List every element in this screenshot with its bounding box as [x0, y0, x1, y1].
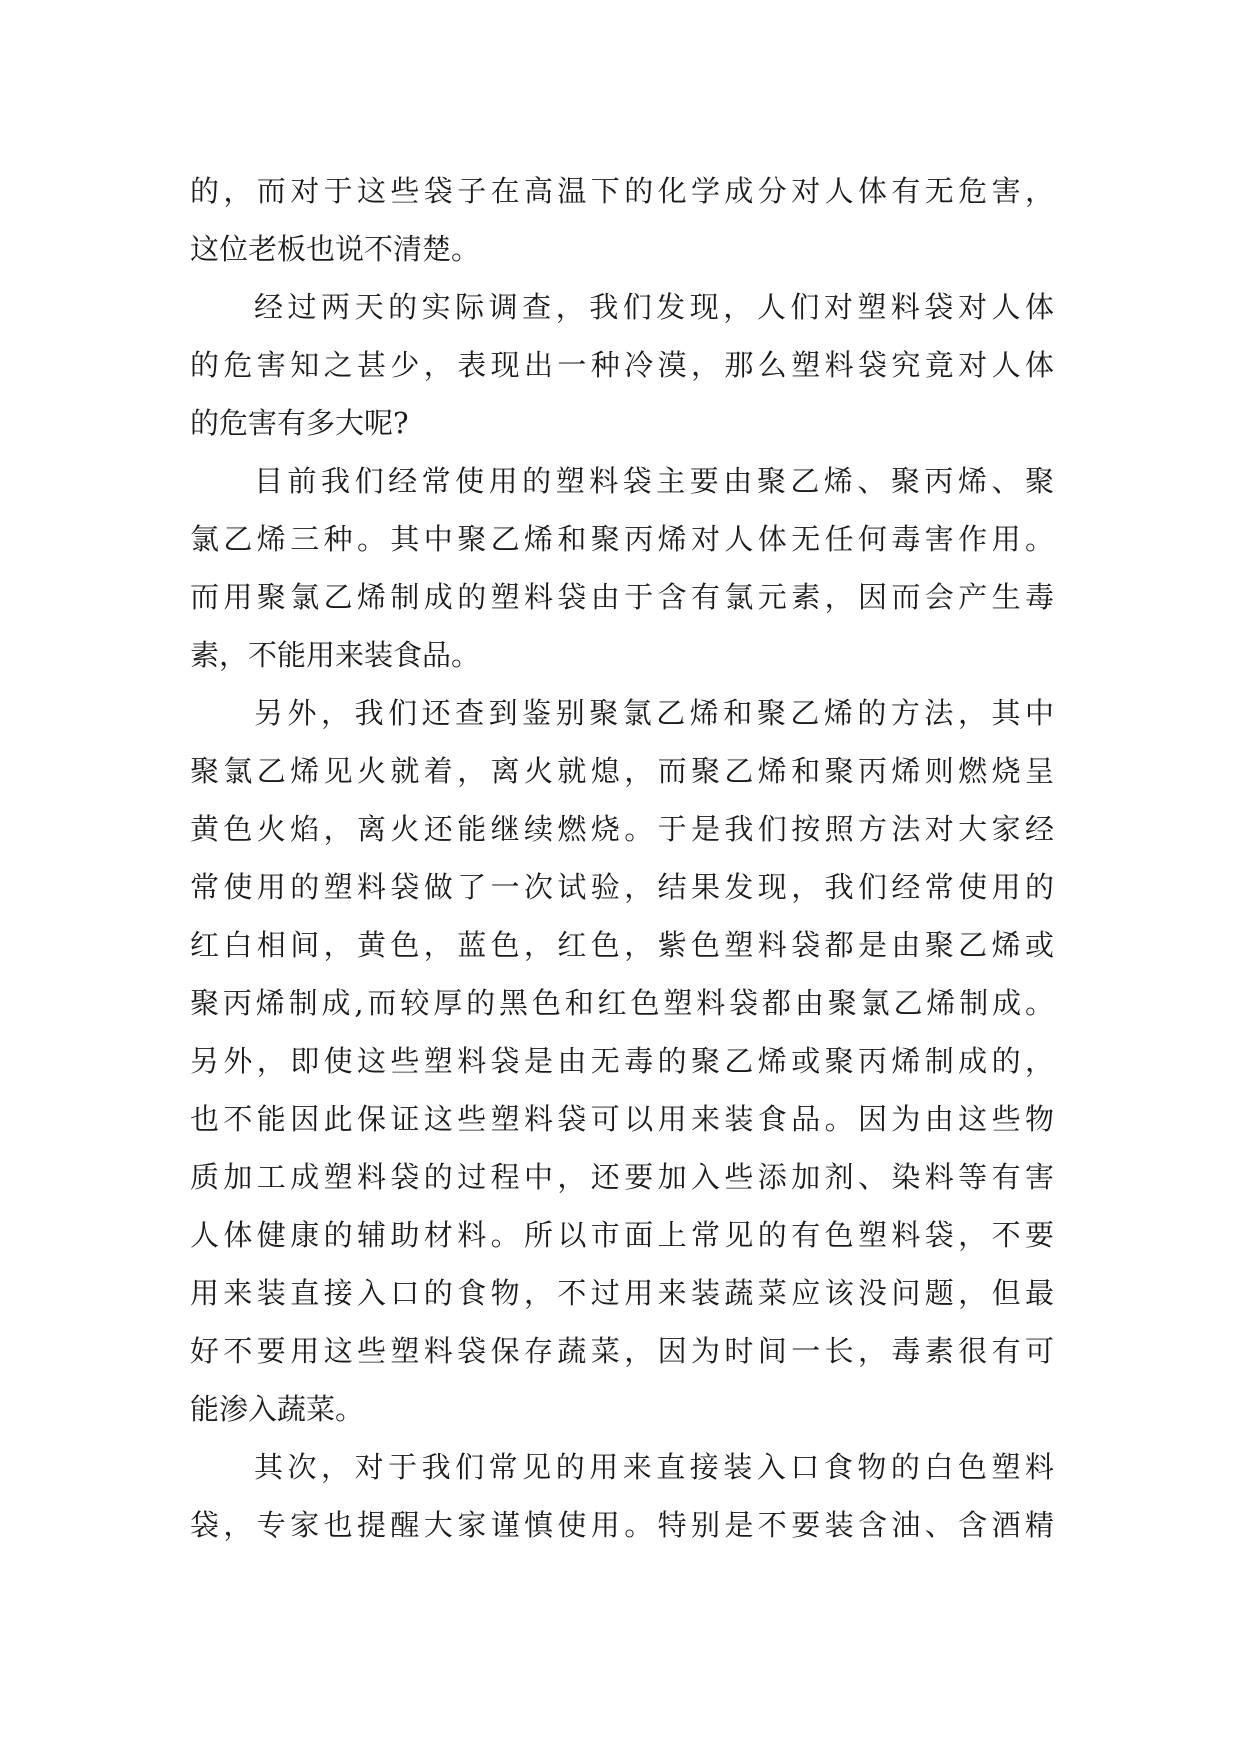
text-line: 好不要用这些塑料袋保存蔬菜，因为时间一长，毒素很有可 — [190, 1334, 1054, 1368]
paragraph-first-line: 目前我们经常使用的塑料袋主要由聚乙烯、聚丙烯、聚 — [254, 464, 1054, 498]
text-line: 袋，专家也提醒大家谨慎使用。特别是不要装含油、含酒精 — [190, 1508, 1054, 1542]
text-line: 质加工成塑料袋的过程中，还要加入些添加剂、染料等有害 — [190, 1160, 1054, 1194]
paragraph-first-line: 其次，对于我们常见的用来直接装入口食物的白色塑料 — [254, 1450, 1054, 1484]
paragraph-first-line: 经过两天的实际调查，我们发现，人们对塑料袋对人体 — [254, 290, 1054, 324]
paragraph-first-line: 另外，我们还查到鉴别聚氯乙烯和聚乙烯的方法，其中 — [254, 696, 1054, 730]
text-line: 素，不能用来装食品。 — [190, 638, 481, 672]
text-line: 聚丙烯制成,而较厚的黑色和红色塑料袋都由聚氯乙烯制成。 — [190, 986, 1054, 1020]
text-line: 另外，即使这些塑料袋是由无毒的聚乙烯或聚丙烯制成的， — [190, 1044, 1054, 1078]
text-line: 的，而对于这些袋子在高温下的化学成分对人体有无危害， — [190, 174, 1054, 208]
body-text — [190, 162, 1054, 1554]
text-line: 氯乙烯三种。其中聚乙烯和聚丙烯对人体无任何毒害作用。 — [190, 522, 1054, 556]
text-line: 红白相间，黄色，蓝色，红色，紫色塑料袋都是由聚乙烯或 — [190, 928, 1054, 962]
text-line: 黄色火焰，离火还能继续燃烧。于是我们按照方法对大家经 — [190, 812, 1054, 846]
text-line: 而用聚氯乙烯制成的塑料袋由于含有氯元素，因而会产生毒 — [190, 580, 1054, 614]
text-line: 的危害知之甚少，表现出一种冷漠，那么塑料袋究竟对人体 — [190, 348, 1054, 382]
text-line: 用来装直接入口的食物，不过用来装蔬菜应该没问题，但最 — [190, 1276, 1054, 1310]
text-line: 的危害有多大呢? — [190, 406, 409, 440]
text-line: 也不能因此保证这些塑料袋可以用来装食品。因为由这些物 — [190, 1102, 1054, 1136]
text-line: 人体健康的辅助材料。所以市面上常见的有色塑料袋，不要 — [190, 1218, 1054, 1252]
text-line: 聚氯乙烯见火就着，离火就熄，而聚乙烯和聚丙烯则燃烧呈 — [190, 754, 1054, 788]
text-line: 能渗入蔬菜。 — [190, 1392, 365, 1426]
text-line: 这位老板也说不清楚。 — [190, 232, 481, 266]
text-line: 常使用的塑料袋做了一次试验，结果发现，我们经常使用的 — [190, 870, 1054, 904]
